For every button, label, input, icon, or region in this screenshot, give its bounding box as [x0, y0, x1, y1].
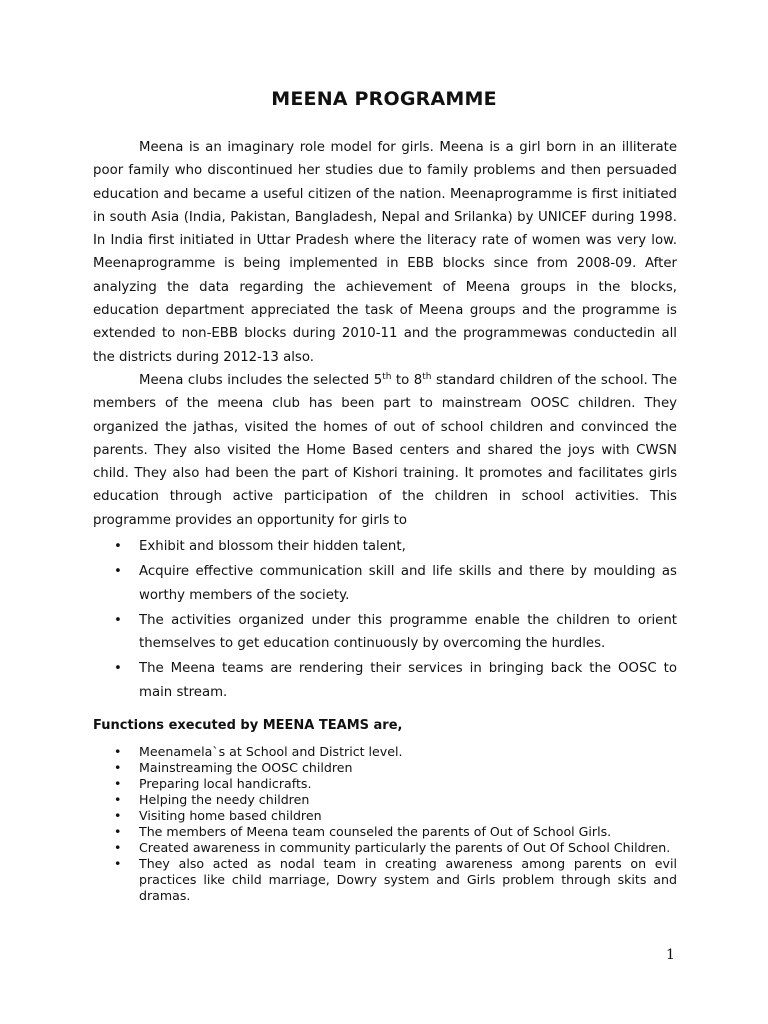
intro-paragraph-text: Meena is an imaginary role model for girls. Meena is a girl born in an illiterate poor family who discontinued her studies due to family problems and then persuaded education and became a useful citizen of the nation. Meenaprogramme is first initiated in south Asia (India, Pakistan, Bangladesh, Nepal and Srilanka) by UNICEF during 1998. In India first initiated in Uttar Pradesh where the literacy rate of women was very low. Meenaprogramme is being implemented in EBB blocks since from 2008-09. After analyzing the data regarding the achievement of Meena groups in the blocks, education department appreciated the task of Meena groups and the programme is extended to non-EBB blocks during 2010-11 and the programmewas conductedin all the districts during 2012-13 also.	[93, 140, 677, 365]
list-item	[93, 856, 677, 904]
para2-text-1: Meena clubs includes the selected 5	[139, 373, 383, 388]
meena-clubs-paragraph	[93, 369, 677, 532]
list-item	[93, 609, 677, 656]
list-item-text: Preparing local handicrafts.	[139, 776, 312, 791]
superscript-th-1: th	[382, 372, 392, 382]
list-item	[93, 560, 677, 607]
page-number: 1	[666, 947, 675, 963]
bullet-icon: •	[114, 840, 122, 855]
list-item	[93, 792, 677, 808]
list-item-text: Helping the needy children	[139, 792, 310, 807]
list-item	[93, 744, 677, 760]
list-item-text: Meenamela`s at School and District level.	[139, 744, 403, 759]
list-item-text: Mainstreaming the OOSC children	[139, 760, 353, 775]
list-item-text: They also acted as nodal team in creating awareness among parents on evil practices like child marriage, Dowry system and Girls problem through skits and dramas.	[139, 856, 677, 903]
intro-paragraph	[93, 136, 677, 369]
list-item-text: The activities organized under this programme enable the children to orient themselves to get education continuously by overcoming the hurdles.	[139, 612, 677, 652]
list-item-text: Exhibit and blossom their hidden talent,	[139, 539, 406, 554]
list-item	[93, 535, 677, 558]
list-item-text: Created awareness in community particularly the parents of Out Of School Children.	[139, 840, 671, 855]
list-item	[93, 760, 677, 776]
list-item-text: The members of Meena team counseled the parents of Out of School Girls.	[139, 824, 612, 839]
list-item-text: The Meena teams are rendering their services in bringing back the OOSC to main stream.	[139, 661, 677, 700]
bullet-icon: •	[114, 760, 122, 775]
para2-text-3: standard children of the school. The members of the meena club has been part to mainstream OOSC children. They organized the jathas, visited the homes of out of school children and convinced the parents. They also visited the Home Based centers and shared the joys with CWSN child. They also had been the part of Kishori training. It promotes and facilitates girls education through active participation of the children in school activities. This programme provides an opportunity for girls to	[93, 373, 678, 528]
bullet-icon: •	[114, 539, 122, 554]
functions-heading: Functions executed by MEENA TEAMS are,	[93, 718, 403, 733]
list-item	[93, 840, 677, 856]
superscript-th-2: th	[422, 372, 432, 382]
bullet-icon: •	[114, 612, 122, 628]
bullet-icon: •	[114, 792, 122, 807]
bullet-icon: •	[114, 824, 122, 839]
bullet-icon: •	[114, 856, 122, 871]
page-title: MEENA PROGRAMME	[271, 88, 497, 110]
list-item-text: Visiting home based children	[139, 808, 322, 823]
bullet-icon: •	[114, 808, 122, 823]
list-item	[93, 776, 677, 792]
bullet-icon: •	[114, 564, 122, 580]
list-item	[93, 808, 677, 824]
para2-text-2: to 8	[391, 373, 423, 388]
opportunity-list	[93, 535, 677, 706]
list-item	[93, 824, 677, 840]
list-item	[93, 657, 677, 704]
list-item-text: Acquire effective communication skill and life skills and there by moulding as worthy members of the society.	[139, 564, 677, 603]
bullet-icon: •	[114, 744, 122, 759]
bullet-icon: •	[114, 661, 122, 677]
functions-list	[93, 744, 677, 904]
bullet-icon: •	[114, 776, 122, 791]
